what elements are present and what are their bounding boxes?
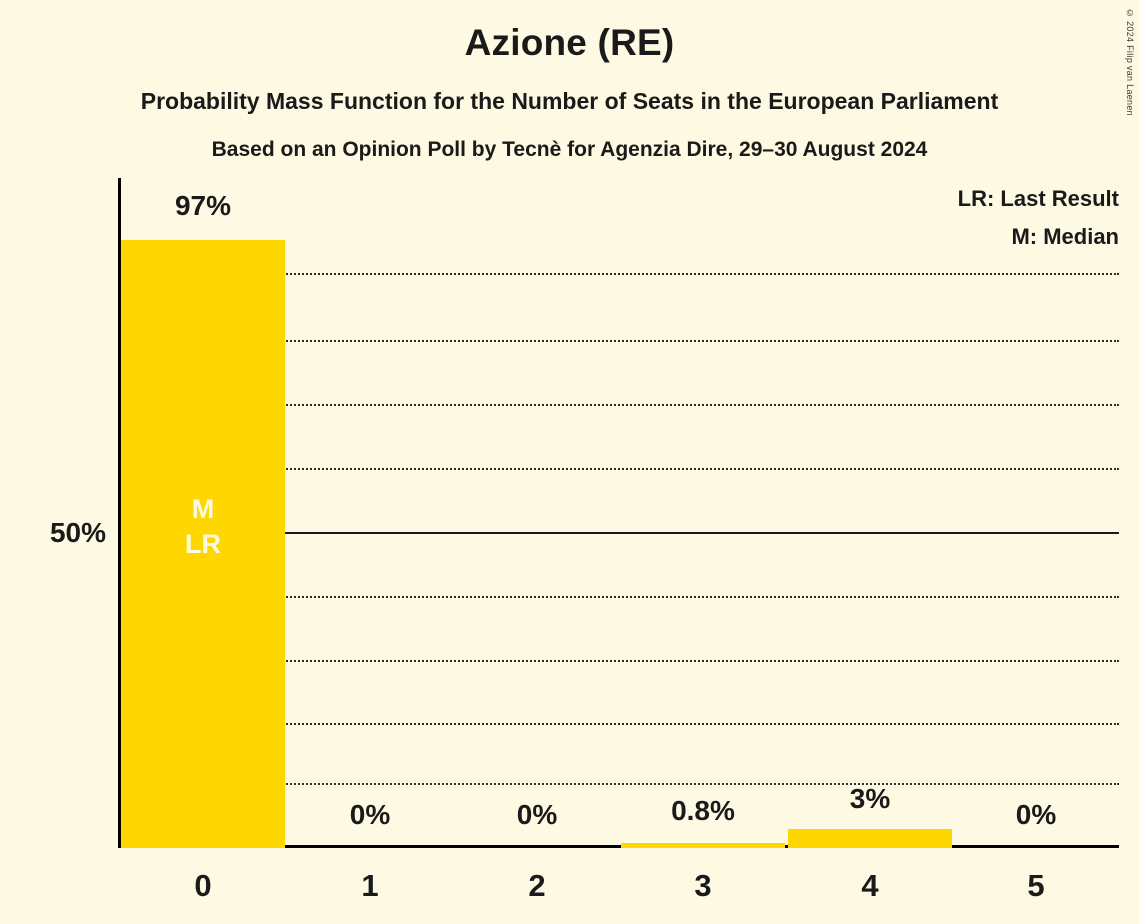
chart-source-line: Based on an Opinion Poll by Tecnè for Agenzia Dire, 29–30 August 2024: [211, 138, 928, 161]
bar-3[interactable]: [621, 843, 785, 848]
bar-value-2: 0%: [516, 799, 558, 830]
legend-last-result: LR: Last Result: [957, 186, 1119, 211]
bar-value-0: 97%: [174, 190, 232, 221]
bar-marker-last-result: LR: [185, 529, 221, 559]
x-tick-0: 0: [194, 868, 212, 903]
chart-subtitle: Probability Mass Function for the Number of Seats in the European Parliament: [140, 88, 999, 114]
bar-marker-median: M: [191, 494, 215, 524]
chart-title: Azione (RE): [464, 22, 675, 63]
legend-median: M: Median: [1011, 224, 1119, 249]
x-tick-4: 4: [861, 868, 879, 903]
x-tick-5: 5: [1027, 868, 1045, 903]
bar-value-1: 0%: [349, 799, 391, 830]
bar-4[interactable]: [788, 829, 952, 848]
y-axis-label-50: 50%: [49, 517, 106, 548]
bar-value-5: 0%: [1015, 799, 1057, 830]
x-tick-3: 3: [694, 868, 712, 903]
bar-value-3: 0.8%: [671, 795, 735, 826]
bar-value-4: 3%: [849, 783, 891, 814]
x-tick-1: 1: [361, 868, 379, 903]
copyright-notice: © 2024 Filip van Laenen: [1125, 8, 1135, 116]
x-tick-2: 2: [528, 868, 546, 903]
